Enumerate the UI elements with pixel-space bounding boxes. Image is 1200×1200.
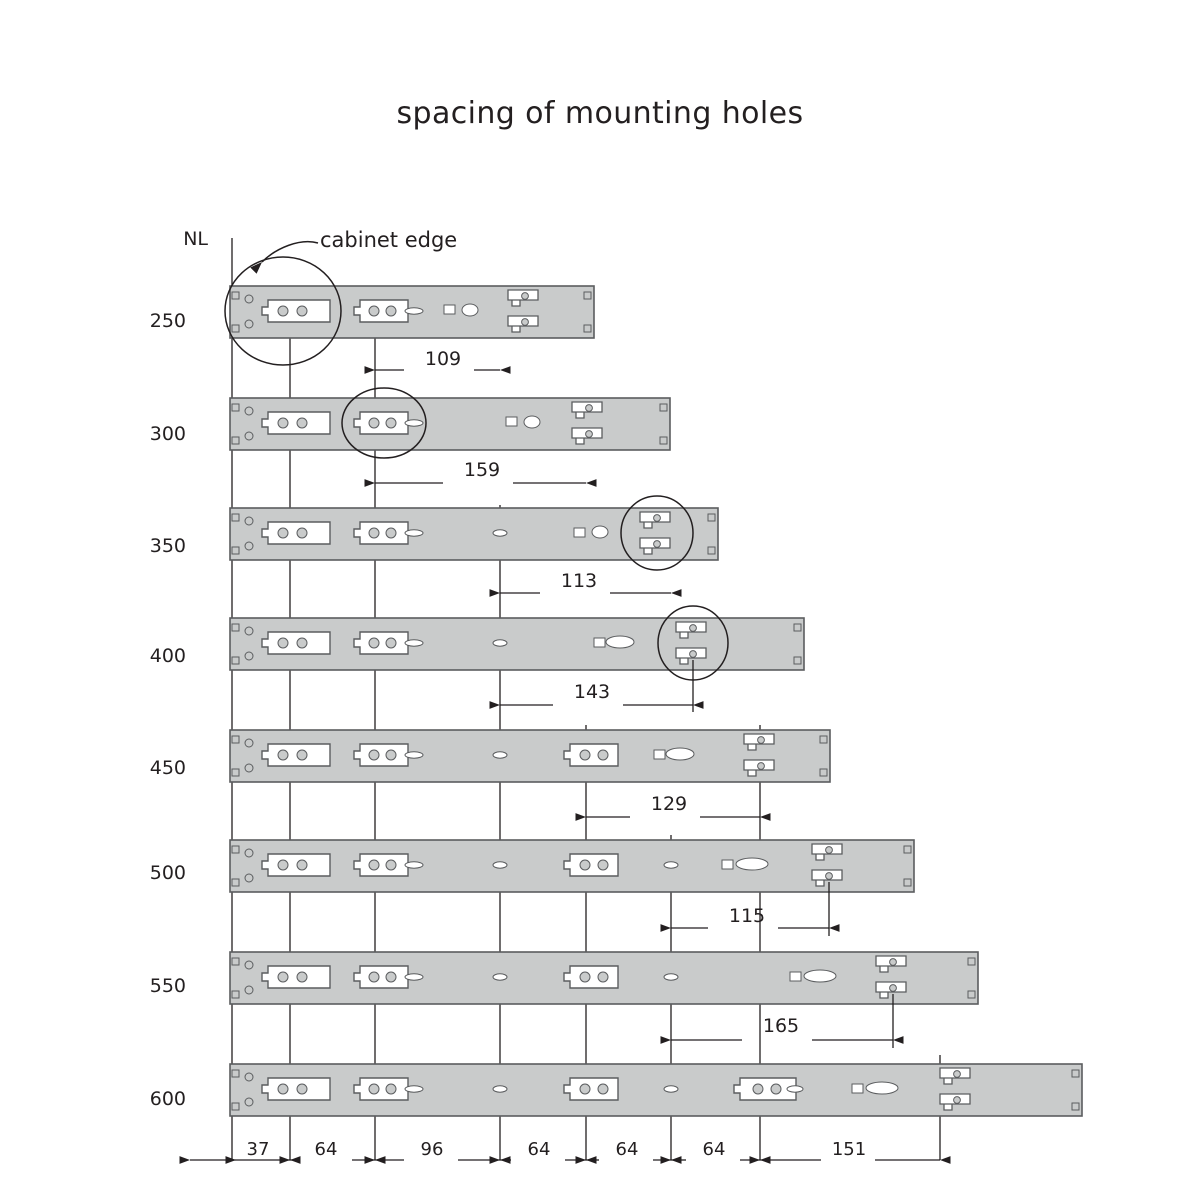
dim-label-115: 115 xyxy=(708,905,786,927)
bottom-dim-label-0: 37 xyxy=(246,1139,270,1160)
bottom-dim-label-6: 151 xyxy=(831,1139,867,1160)
row-label-300: 300 xyxy=(149,423,186,445)
dim-label-109: 109 xyxy=(404,348,482,370)
nl-axis-label: NL xyxy=(183,228,208,250)
rail-row-350 xyxy=(230,496,718,570)
bottom-dim-label-4: 64 xyxy=(615,1139,639,1160)
row-label-450: 450 xyxy=(149,757,186,779)
rail-row-300 xyxy=(230,388,670,458)
bottom-dim-label-5: 64 xyxy=(702,1139,726,1160)
dim-label-165: 165 xyxy=(742,1015,820,1037)
rail-row-600 xyxy=(230,1064,1082,1116)
bottom-dim-label-2: 96 xyxy=(420,1139,444,1160)
dim-label-143: 143 xyxy=(553,681,631,703)
row-label-500: 500 xyxy=(149,862,186,884)
rail-row-500 xyxy=(230,840,914,892)
row-label-550: 550 xyxy=(149,975,186,997)
cabinet-edge-label: cabinet edge xyxy=(320,228,458,252)
cabinet-edge-leader xyxy=(262,242,318,262)
rail-row-550 xyxy=(230,952,978,1004)
dim-label-113: 113 xyxy=(540,570,618,592)
row-label-350: 350 xyxy=(149,535,186,557)
reference-lines xyxy=(232,238,940,1160)
rail-row-450 xyxy=(230,730,830,782)
dim-label-129: 129 xyxy=(630,793,708,815)
rail-row-250 xyxy=(225,257,594,365)
dim-label-159: 159 xyxy=(443,459,521,481)
bottom-dim-label-3: 64 xyxy=(527,1139,551,1160)
bottom-dim-label-1: 64 xyxy=(314,1139,338,1160)
row-label-250: 250 xyxy=(149,310,186,332)
row-label-400: 400 xyxy=(149,645,186,667)
page-title: spacing of mounting holes xyxy=(396,96,804,131)
rail-row-400 xyxy=(230,606,804,680)
row-label-600: 600 xyxy=(149,1088,186,1110)
